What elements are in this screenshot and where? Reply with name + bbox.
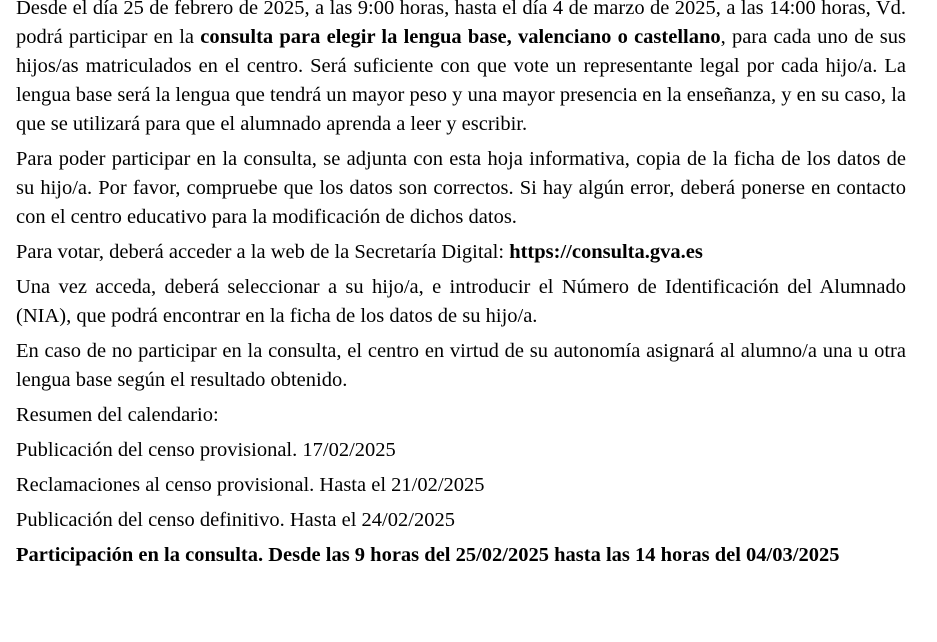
paragraph-nia: Una vez acceda, deberá seleccionar a su hijo/a, e introducir el Número de Identificación del Alumnado (NIA), que podrá encontrar en la ficha de los datos de su hijo/a. <box>16 276 906 327</box>
calendar-item-reclamaciones: Reclamaciones al censo provisional. Hasta el 21/02/2025 <box>16 474 485 496</box>
calendar-item-censo-provisional: Publicación del censo provisional. 17/02/2025 <box>16 439 396 461</box>
consulta-link[interactable]: https://consulta.gva.es <box>509 241 703 263</box>
paragraph-votar <box>16 238 906 267</box>
calendar-item-censo-definitivo: Publicación del censo definitivo. Hasta el 24/02/2025 <box>16 509 455 531</box>
intro-text-2: , para cada uno de sus hijos/as matriculados en el centro. Será suficiente con que vote un representante legal por cada hijo/a. La lengua base será la lengua que tendrá un mayor peso y una mayor presencia en la enseñanza, y en su caso, la que se utilizará para que el alumnado aprenda a leer y escribir. <box>16 26 906 135</box>
paragraph-ficha-datos: Para poder participar en la consulta, se adjunta con esta hoja informativa, copia de la ficha de los datos de su hijo/a. Por favor, compruebe que los datos son correctos. Si hay algún error, deberá ponerse en contacto con el centro educativo para la modificación de dichos datos. <box>16 148 906 228</box>
calendar-heading: Resumen del calendario: <box>16 404 219 426</box>
votar-text: Para votar, deberá acceder a la web de la Secretaría Digital: <box>16 241 510 263</box>
calendar-item-participacion <box>16 541 906 570</box>
paragraph-consulta-intro <box>16 0 906 139</box>
participacion-bold: Participación en la consulta. Desde las 9 horas del 25/02/2025 hasta las 14 horas del 04/03/2025 <box>16 544 840 566</box>
paragraph-no-participar: En caso de no participar en la consulta, el centro en virtud de su autonomía asignará al alumno/a una u otra lengua base según el resultado obtenido. <box>16 340 906 391</box>
document-body <box>16 0 906 576</box>
intro-bold-consulta: consulta para elegir la lengua base, valenciano o castellano <box>200 26 721 48</box>
intro-text-1: Desde el día 25 de febrero de 2025, a las 9:00 horas, hasta el día 4 de marzo de 2025, a las 14:00 horas, Vd. podrá participar en la <box>16 0 906 48</box>
